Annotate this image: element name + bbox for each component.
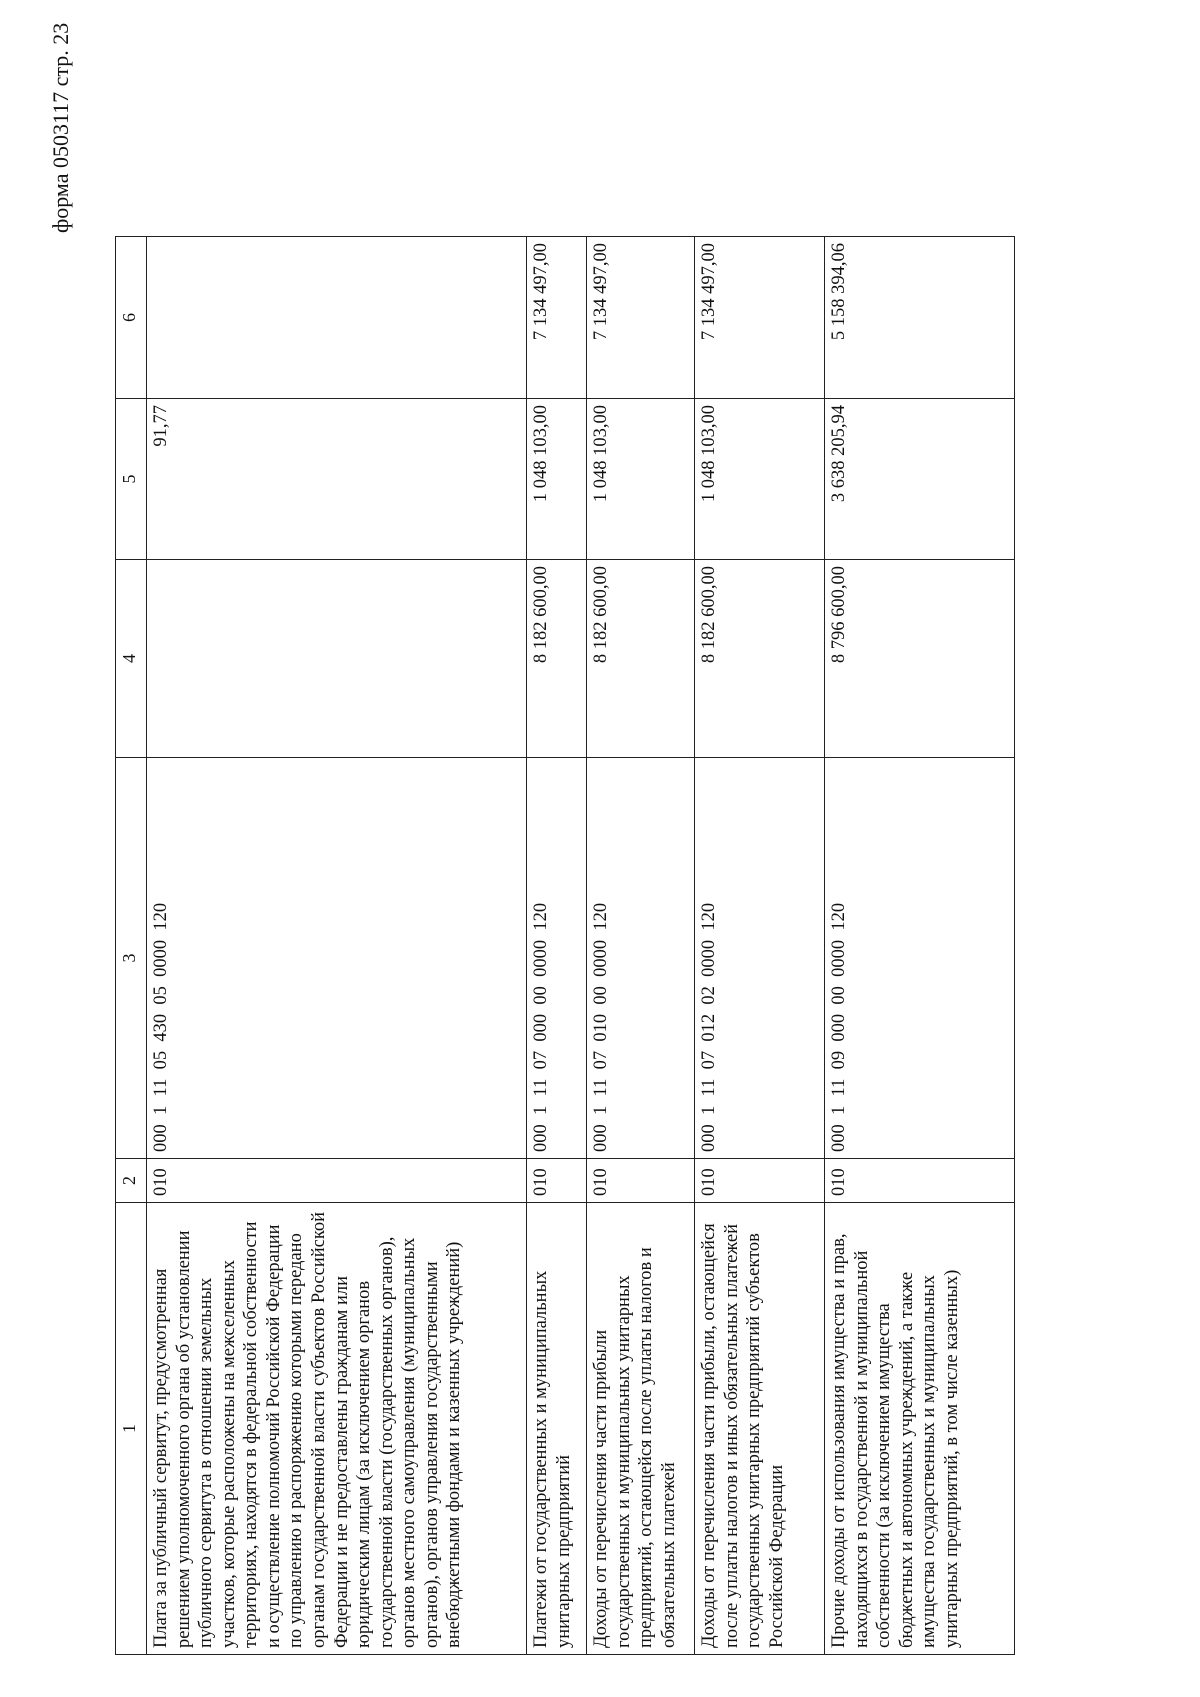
- table-row: [825, 237, 1015, 1655]
- row-budget-code: 000 1 11 07 000 00 0000 120: [527, 758, 587, 1159]
- row-name: Платежи от государственных и муниципальных унитарных предприятий: [527, 1203, 587, 1655]
- row-name: Плата за публичный сервитут, предусмотренная решением уполномоченного органа об установлении публичного сервитута в отношении земельных участков, которые расположены на межселенных территориях, находятся в федеральной собственности и осуществление полномочий Российской Федерации по управлению и распоряжению которыми передано органам государственной власти субъектов Российской Федерации и не предоставлены гражданам или юридическим лицам (за исключением органов государственной власти (государственных органов), органов местного самоуправления (муниципальных органов), органов управления государственными внебюджетными фондами и казенных учреждений): [147, 1203, 527, 1655]
- table-header-row: [116, 237, 147, 1655]
- row-not-executed: 5 158 394,06: [825, 237, 1015, 399]
- row-executed: 3 638 205,94: [825, 399, 1015, 560]
- header-cell: 5: [116, 399, 147, 560]
- row-line-code: 010: [587, 1159, 695, 1203]
- row-approved: 8 182 600,00: [695, 560, 825, 758]
- row-line-code: 010: [527, 1159, 587, 1203]
- row-executed: 1 048 103,00: [587, 399, 695, 560]
- table-row: [695, 237, 825, 1655]
- table-row: [587, 237, 695, 1655]
- row-executed: 1 048 103,00: [695, 399, 825, 560]
- row-name: Доходы от перечисления части прибыли государственных и муниципальных унитарных предприятий, остающейся после уплаты налогов и обязательных платежей: [587, 1203, 695, 1655]
- row-not-executed: 7 134 497,00: [695, 237, 825, 399]
- header-cell: 6: [116, 237, 147, 399]
- header-cell: 2: [116, 1159, 147, 1203]
- row-budget-code: 000 1 11 05 430 05 0000 120: [147, 758, 527, 1159]
- row-not-executed: 7 134 497,00: [527, 237, 587, 399]
- row-name: Доходы от перечисления части прибыли, остающейся после уплаты налогов и иных обязательных платежей государственных унитарных предприятий субъектов Российской Федерации: [695, 1203, 825, 1655]
- row-line-code: 010: [147, 1159, 527, 1203]
- row-line-code: 010: [695, 1159, 825, 1203]
- form-reference: форма 0503117 стр. 23: [48, 22, 73, 233]
- row-budget-code: 000 1 11 07 012 02 0000 120: [695, 758, 825, 1159]
- table-row: [527, 237, 587, 1655]
- row-approved: 8 796 600,00: [825, 560, 1015, 758]
- header-cell: 4: [116, 560, 147, 758]
- row-executed: 91,77: [147, 399, 527, 560]
- row-not-executed: [147, 237, 527, 399]
- row-name: Прочие доходы от использования имущества и прав, находящихся в государственной и муниципальной собственности (за исключением имущества бюджетных и автономных учреждений, а также имущества государственных и муниципальных унитарных предприятий, в том числе казенных): [825, 1203, 1015, 1655]
- row-approved: [147, 560, 527, 758]
- header-cell: 3: [116, 758, 147, 1159]
- row-line-code: 010: [825, 1159, 1015, 1203]
- table-row: [147, 237, 527, 1655]
- row-executed: 1 048 103,00: [527, 399, 587, 560]
- row-approved: 8 182 600,00: [527, 560, 587, 758]
- row-budget-code: 000 1 11 07 010 00 0000 120: [587, 758, 695, 1159]
- header-cell: 1: [116, 1203, 147, 1655]
- row-not-executed: 7 134 497,00: [587, 237, 695, 399]
- row-approved: 8 182 600,00: [587, 560, 695, 758]
- report-table: [115, 236, 1015, 1655]
- row-budget-code: 000 1 11 09 000 00 0000 120: [825, 758, 1015, 1159]
